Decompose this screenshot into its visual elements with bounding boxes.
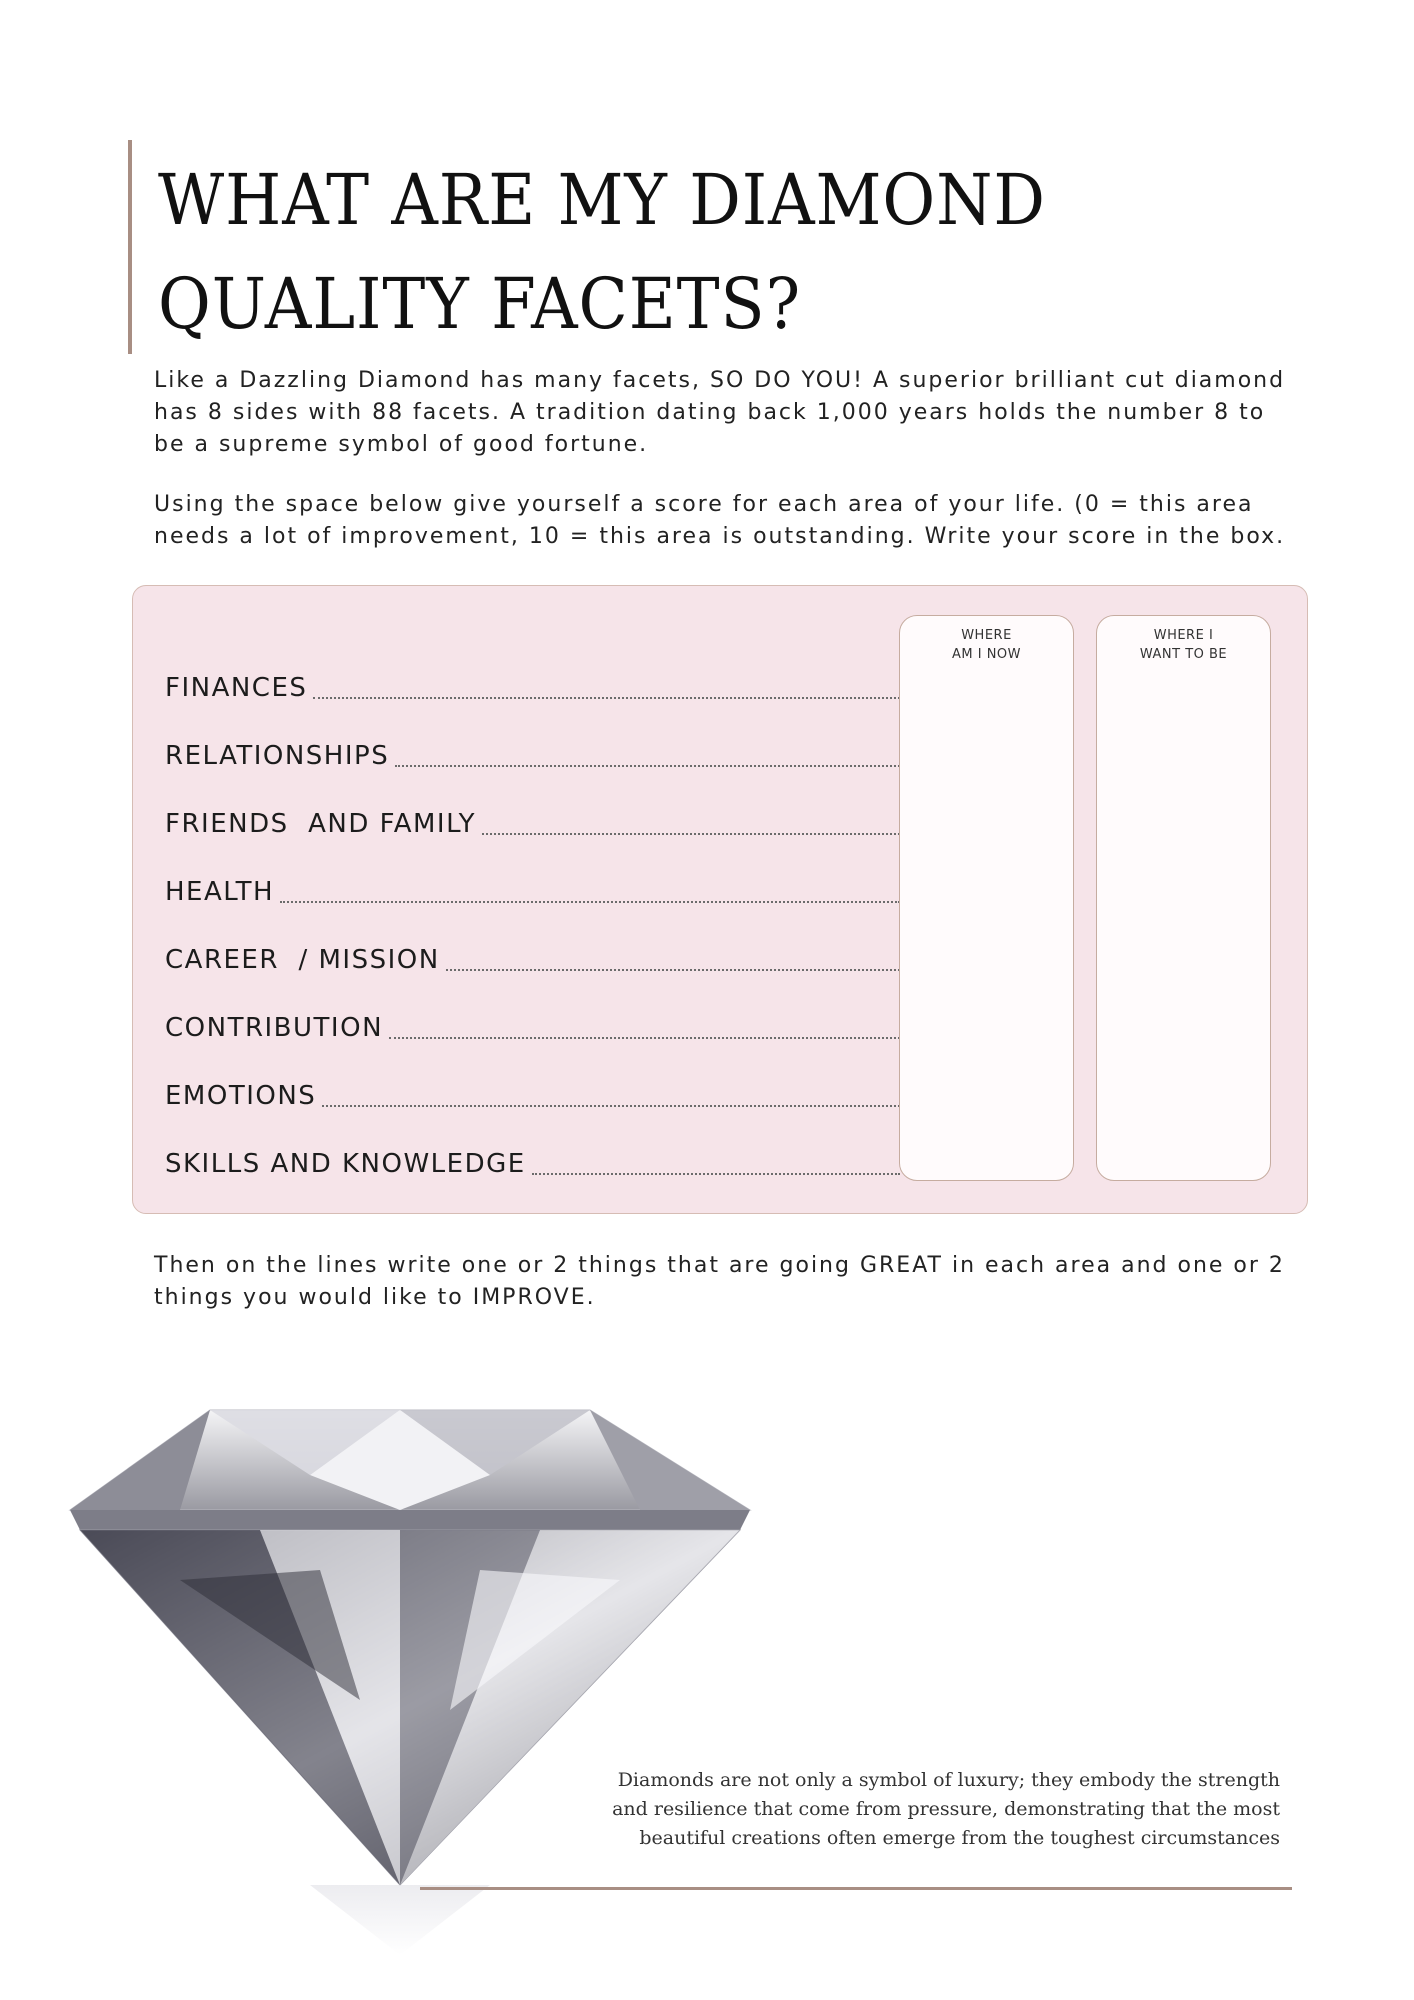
- area-label: CONTRIBUTION: [165, 1013, 384, 1043]
- area-label: EMOTIONS: [165, 1081, 317, 1111]
- column-header-want: WHERE I WANT TO BE: [1139, 628, 1228, 662]
- area-row-emotions: [165, 1076, 900, 1112]
- page-title-line-1: WHAT ARE MY DIAMOND: [158, 159, 1046, 241]
- dotted-leader: [395, 764, 900, 767]
- page-title-line-2: QUALITY FACETS?: [158, 263, 802, 345]
- area-row-friends-family: [165, 804, 900, 840]
- page-title: [158, 148, 1170, 356]
- area-label: CAREER / MISSION: [165, 945, 440, 975]
- dotted-leader: [313, 696, 900, 699]
- intro-paragraph-2: Using the space below give yourself a score for each area of your life. (0 = this area needs a lot of improvement, 10 = this area is outstanding. Write your score in the box.: [154, 492, 1286, 549]
- diamond-image: [60, 1380, 760, 1960]
- dotted-leader: [389, 1036, 900, 1039]
- dotted-leader: [482, 832, 900, 835]
- area-label: SKILLS AND KNOWLEDGE: [165, 1149, 526, 1179]
- dotted-leader: [280, 900, 900, 903]
- area-row-contribution: [165, 1008, 900, 1044]
- area-row-career-mission: [165, 940, 900, 976]
- score-box-where-i-want-to-be[interactable]: [1096, 615, 1271, 1181]
- area-row-skills-knowledge: [165, 1144, 900, 1180]
- area-label: HEALTH: [165, 877, 275, 907]
- area-label: RELATIONSHIPS: [165, 741, 390, 771]
- area-label: FINANCES: [165, 673, 308, 703]
- area-row-relationships: [165, 736, 900, 772]
- area-row-health: [165, 872, 900, 908]
- score-box-where-am-i-now[interactable]: [899, 615, 1074, 1181]
- column-header-now: WHERE AM I NOW: [951, 628, 1022, 662]
- diamond-quote: Diamonds are not only a symbol of luxury; they embody the strength and resilience that come from pressure, demonstrating that the most beautiful creations often emerge from the toughest circumstances: [612, 1769, 1280, 1849]
- dotted-leader: [532, 1172, 900, 1175]
- area-row-finances: [165, 668, 900, 704]
- area-label: FRIENDS AND FAMILY: [165, 809, 477, 839]
- title-accent-bar: [128, 140, 132, 354]
- dotted-leader: [446, 968, 900, 971]
- intro-paragraph-1: Like a Dazzling Diamond has many facets, SO DO YOU! A superior brilliant cut diamond has 8 sides with 88 facets. A tradition dating back 1,000 years holds the number 8 to be a supreme symbol of good fortune.: [154, 368, 1286, 457]
- bottom-divider: [420, 1887, 1292, 1890]
- instructions-text: Then on the lines write one or 2 things that are going GREAT in each area and one or 2 things you would like to IMPROVE.: [154, 1253, 1285, 1310]
- dotted-leader: [322, 1104, 900, 1107]
